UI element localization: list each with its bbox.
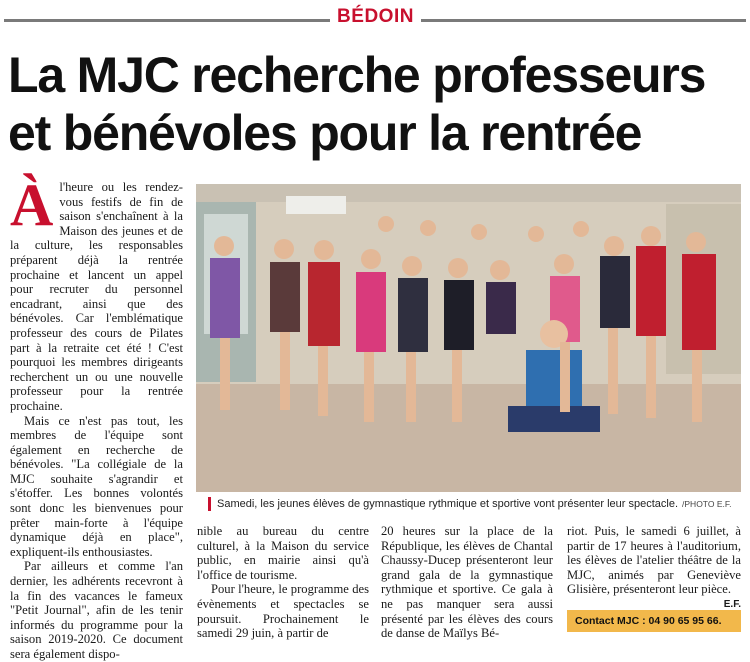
kicker-label: BÉDOIN bbox=[337, 6, 414, 27]
headline-line-2: et bénévoles pour la rentrée bbox=[8, 105, 642, 161]
photo-credit: /PHOTO E.F. bbox=[682, 499, 732, 509]
gymnastics-group-photo bbox=[196, 184, 741, 492]
lead-paragraph bbox=[10, 172, 183, 414]
contact-box bbox=[567, 610, 741, 632]
article-column-2 bbox=[197, 524, 369, 641]
paragraph-gala: 20 heures sur la place de la République, les élèves de Chantal Chaussy-Ducep présenteront leur grand gala de la gymnastique rythmique et sportive. Ce gala à ne pas manquer sera aussi présenté par les élèves des cours de danse de Maïlys Bé- bbox=[381, 524, 553, 641]
photo-caption bbox=[208, 493, 748, 517]
caption-marker bbox=[208, 497, 211, 511]
headline-line-1: La MJC recherche professeurs bbox=[8, 47, 706, 103]
paragraph-volunteers: Mais ce n'est pas tout, les membres de l'équipe sont également en recherche de bénévoles. "La collégiale de la MJC souhaite s'agrandir et s'étoffer. Les bonnes volontés sont donc les bienvenues pour prêter main-forte à l'équipe dynamique déjà en place", expliquent-ils enthousiastes. bbox=[10, 413, 183, 559]
caption-text: Samedi, les jeunes élèves de gymnastique rythmique et sportive vont présenter leur spectacle. bbox=[217, 498, 679, 510]
headline bbox=[8, 46, 748, 162]
article-column-1 bbox=[10, 172, 183, 662]
author-signature: E.F. bbox=[723, 598, 741, 610]
paragraph-petit-journal: Par ailleurs et comme l'an dernier, les adhérents recevront à la fin des vacances le fameux "Petit Journal", afin de les tenir informés du programme pour la saison 2019-2020. Ce document sera également dispo- bbox=[10, 559, 183, 661]
drop-cap: À bbox=[10, 172, 54, 238]
kicker-rule-right bbox=[421, 19, 746, 22]
article-column-4 bbox=[567, 524, 741, 613]
section-kicker bbox=[0, 6, 750, 32]
contact-phone: 04 90 65 95 66. bbox=[648, 615, 722, 627]
lead-text: l'heure ou les rendez-vous festifs de fin de saison s'enchaînent à la Maison des jeunes et de la culture, les responsables préparent déjà la rentrée prochaine et lancent un appel pour recruter du personnel encadrant, ainsi que des bénévoles. Car l'emblématique professeur des cours de Pilates part à la retraite cet été ! C'est pourquoi les membres dirigeants recherchent un ou une nouvelle professeur pour la rentrée prochaine. bbox=[10, 180, 183, 413]
paragraph-theatre: riot. Puis, le samedi 6 juillet, à partir de 17 heures à l'auditorium, les élèves de l'atelier théâtre de la MJC, animés par Geneviève Glisière, présenteront leur pièce. bbox=[567, 524, 741, 597]
photo-illustration bbox=[196, 184, 741, 492]
paragraph-programme: Pour l'heure, le programme des évènements et spectacles se poursuit. Prochainement le samedi 29 juin, à partir de bbox=[197, 582, 369, 641]
paragraph-availability: nible au bureau du centre culturel, à la Maison du service public, en mairie ainsi qu'à l'office de tourisme. bbox=[197, 524, 369, 582]
kicker-rule-left bbox=[4, 19, 330, 22]
contact-label: Contact MJC : bbox=[575, 615, 646, 627]
article-column-3 bbox=[381, 524, 553, 641]
